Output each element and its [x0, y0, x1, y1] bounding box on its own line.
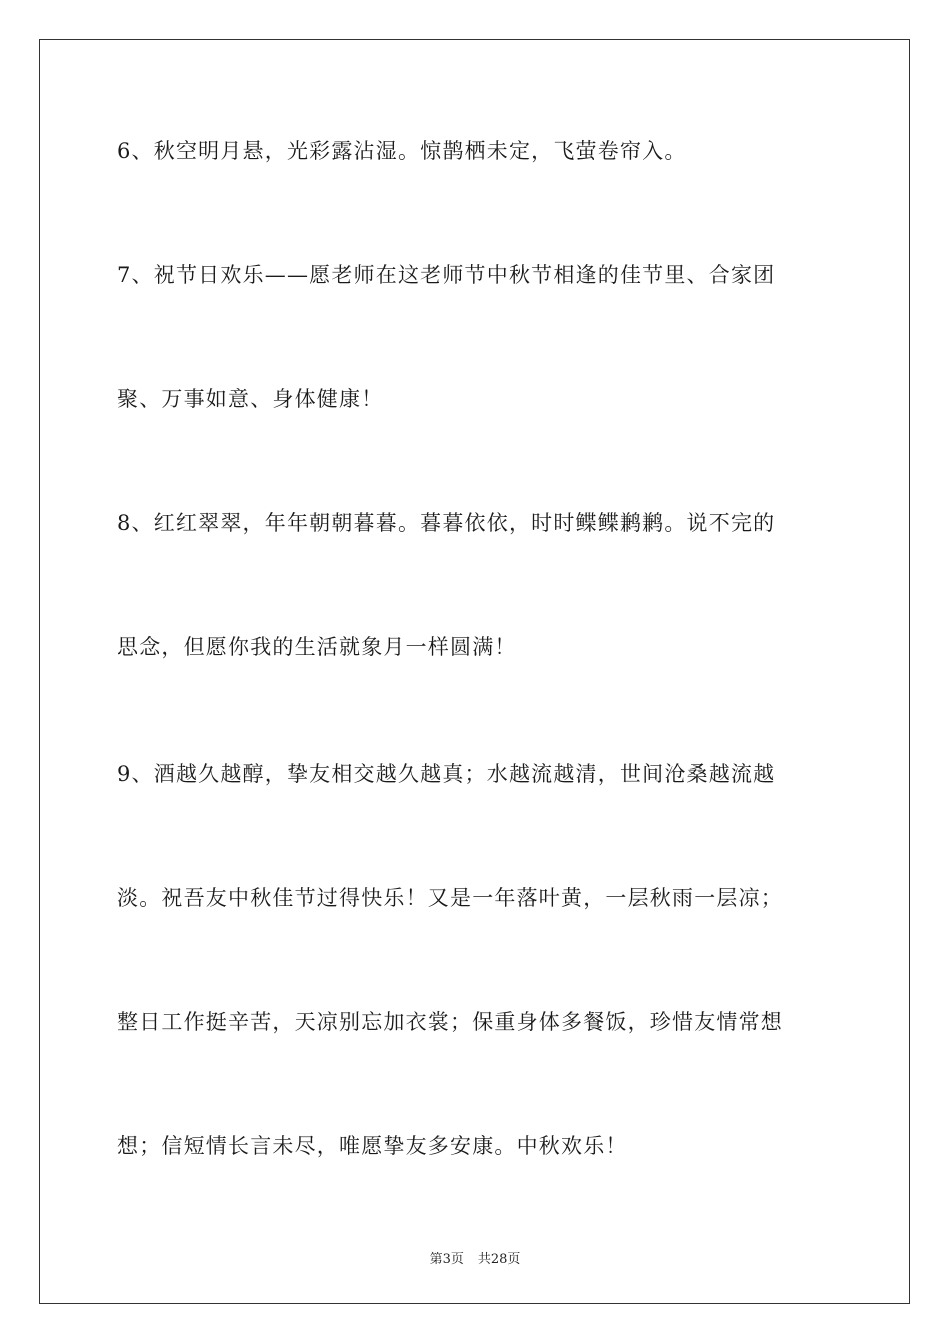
text-line-6: 9、酒越久越醇，挚友相交越久越真；水越流越清，世间沧桑越流越: [117, 762, 776, 786]
page-frame: [39, 39, 910, 1304]
text-line-8: 整日工作挺辛苦，天凉别忘加衣裳；保重身体多餐饭，珍惜友情常想: [117, 1010, 783, 1034]
text-line-3: 聚、万事如意、身体健康！: [117, 387, 384, 411]
page-number: 第3页: [429, 1252, 464, 1267]
text-line-5: 思念，但愿你我的生活就象月一样圆满！: [117, 635, 517, 659]
page-footer: [0, 1248, 950, 1267]
text-line-1: 6、秋空明月悬，光彩露沾湿。惊鹊栖未定，飞萤卷帘入。: [117, 139, 687, 163]
text-line-9: 想；信短情长言未尽，唯愿挚友多安康。中秋欢乐！: [117, 1134, 628, 1158]
page-total: 共28页: [477, 1252, 521, 1267]
text-line-7: 淡。祝吾友中秋佳节过得快乐！又是一年落叶黄，一层秋雨一层凉；: [117, 886, 783, 910]
text-line-4: 8、红红翠翠，年年朝朝暮暮。暮暮依依，时时鲽鲽鹣鹣。说不完的: [117, 511, 776, 535]
text-line-2: 7、祝节日欢乐——愿老师在这老师节中秋节相逢的佳节里、合家团: [117, 263, 776, 287]
